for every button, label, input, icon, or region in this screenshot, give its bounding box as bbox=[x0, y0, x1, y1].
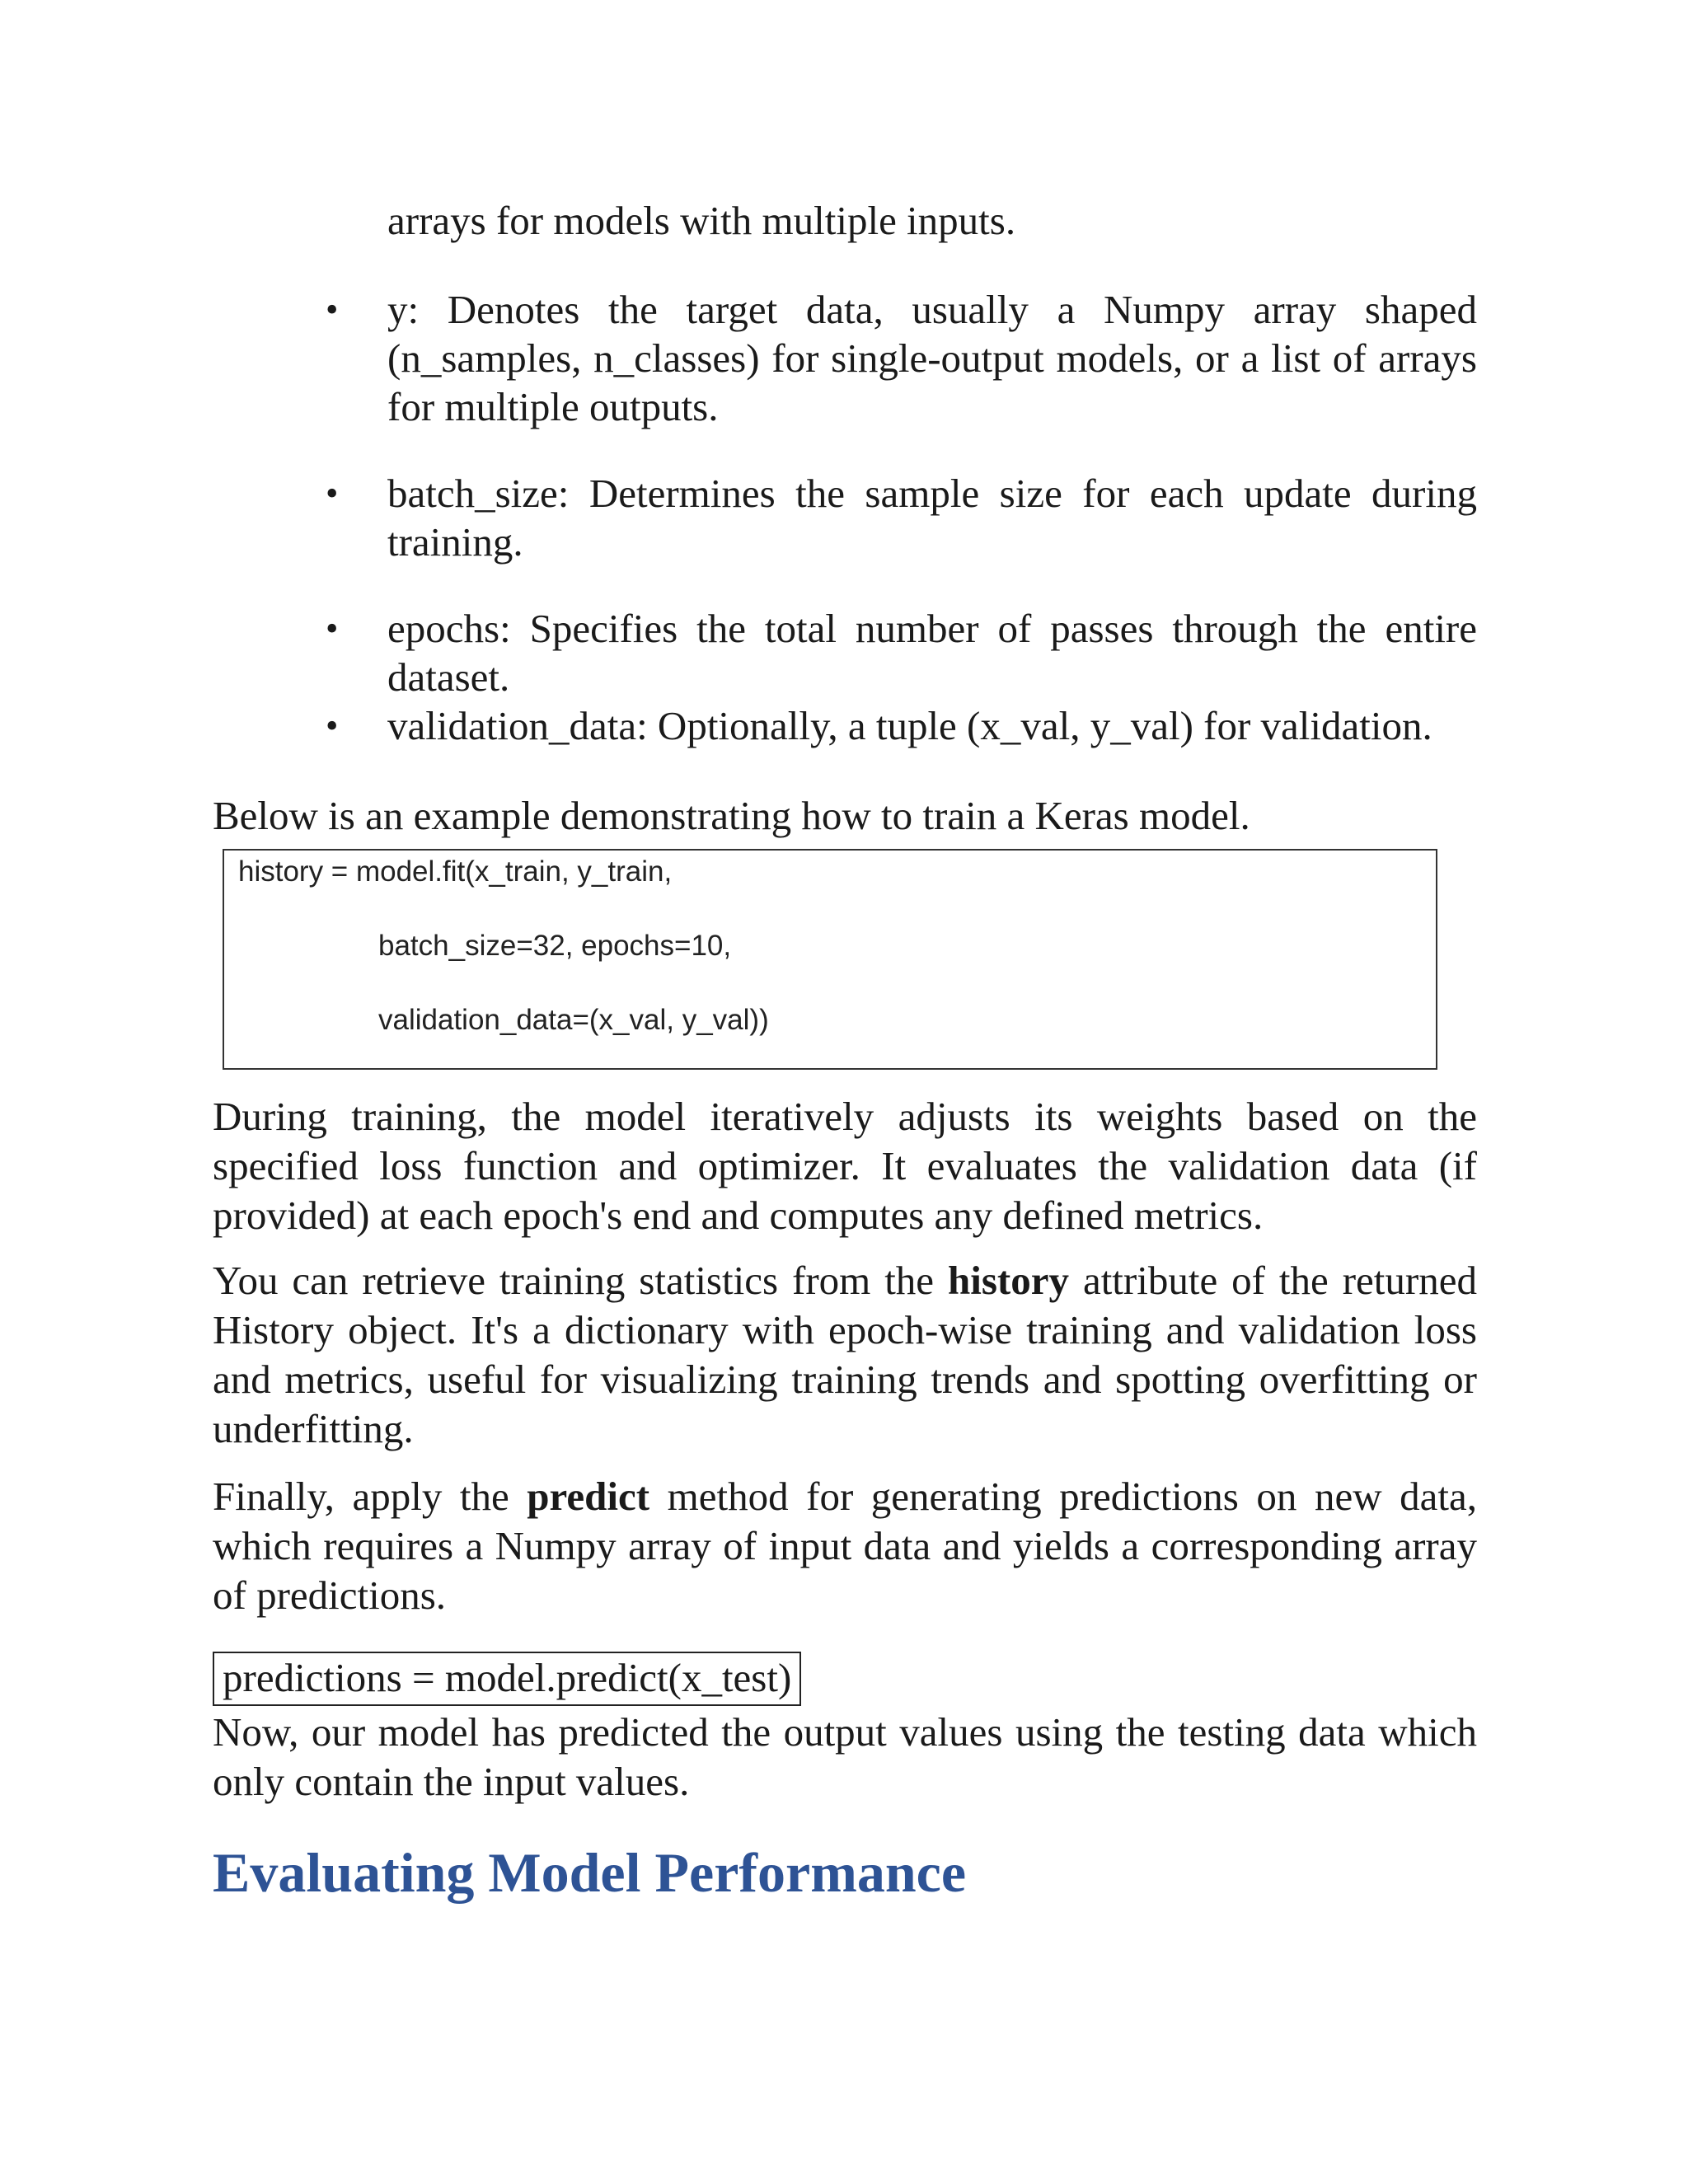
code-line: validation_data=(x_val, y_val)) bbox=[378, 1004, 769, 1036]
bullet-text: batch_size: Determines the sample size for each update during training. bbox=[387, 471, 1477, 565]
history-text-after: attribute of the returned History object. It's a dictionary with epoch-wise training and validation loss and metrics, useful for visualizing training trends and spotting overfitting or underfitting. bbox=[213, 1258, 1477, 1451]
code-line: batch_size=32, epochs=10, bbox=[378, 930, 732, 962]
bullet-item-batch-size bbox=[326, 469, 1477, 566]
predict-text-before: Finally, apply the bbox=[213, 1474, 528, 1519]
training-paragraph: During training, the model iteratively adjusts its weights based on the specified loss function and optimizer. It evaluates the validation data (if provided) at each epoch's end and computes any defined metrics. bbox=[213, 1094, 1477, 1238]
predict-text-after: method for generating predictions on new data, which requires a Numpy array of input data and yields a corresponding array of predictions. bbox=[213, 1474, 1477, 1618]
section-heading: Evaluating Model Performance bbox=[213, 1841, 967, 1904]
intro-example-paragraph: Below is an example demonstrating how to train a Keras model. bbox=[213, 793, 1250, 838]
history-paragraph bbox=[213, 1256, 1477, 1454]
bullet-dot-icon: • bbox=[326, 289, 339, 330]
code-line: history = model.fit(x_train, y_train, bbox=[238, 855, 673, 888]
bullet-item-epochs bbox=[326, 604, 1477, 701]
bullet-dot-icon: • bbox=[326, 705, 339, 746]
bullet-continuation: arrays for models with multiple inputs. bbox=[387, 198, 1016, 243]
bullet-text: epochs: Specifies the total number of passes through the entire dataset. bbox=[387, 606, 1477, 700]
bullet-dot-icon: • bbox=[326, 608, 339, 649]
bullet-text: validation_data: Optionally, a tuple (x_val, y_val) for validation. bbox=[387, 703, 1432, 748]
history-text-before: You can retrieve training statistics from the bbox=[213, 1258, 948, 1303]
bullet-item-y bbox=[326, 285, 1477, 431]
predict-paragraph bbox=[213, 1472, 1477, 1620]
bullet-dot-icon: • bbox=[326, 473, 339, 513]
now-paragraph: Now, our model has predicted the output values using the testing data which only contain the input values. bbox=[213, 1709, 1477, 1804]
predict-keyword: predict bbox=[527, 1474, 650, 1519]
code-block bbox=[223, 849, 1437, 1070]
predict-code-box: predictions = model.predict(x_test) bbox=[213, 1652, 801, 1706]
history-keyword: history bbox=[948, 1258, 1069, 1303]
bullet-text: y: Denotes the target data, usually a Numpy array shaped (n_samples, n_classes) for single-output models, or a list of arrays for multiple outputs. bbox=[387, 287, 1477, 429]
bullet-item-validation-data bbox=[326, 701, 1477, 750]
